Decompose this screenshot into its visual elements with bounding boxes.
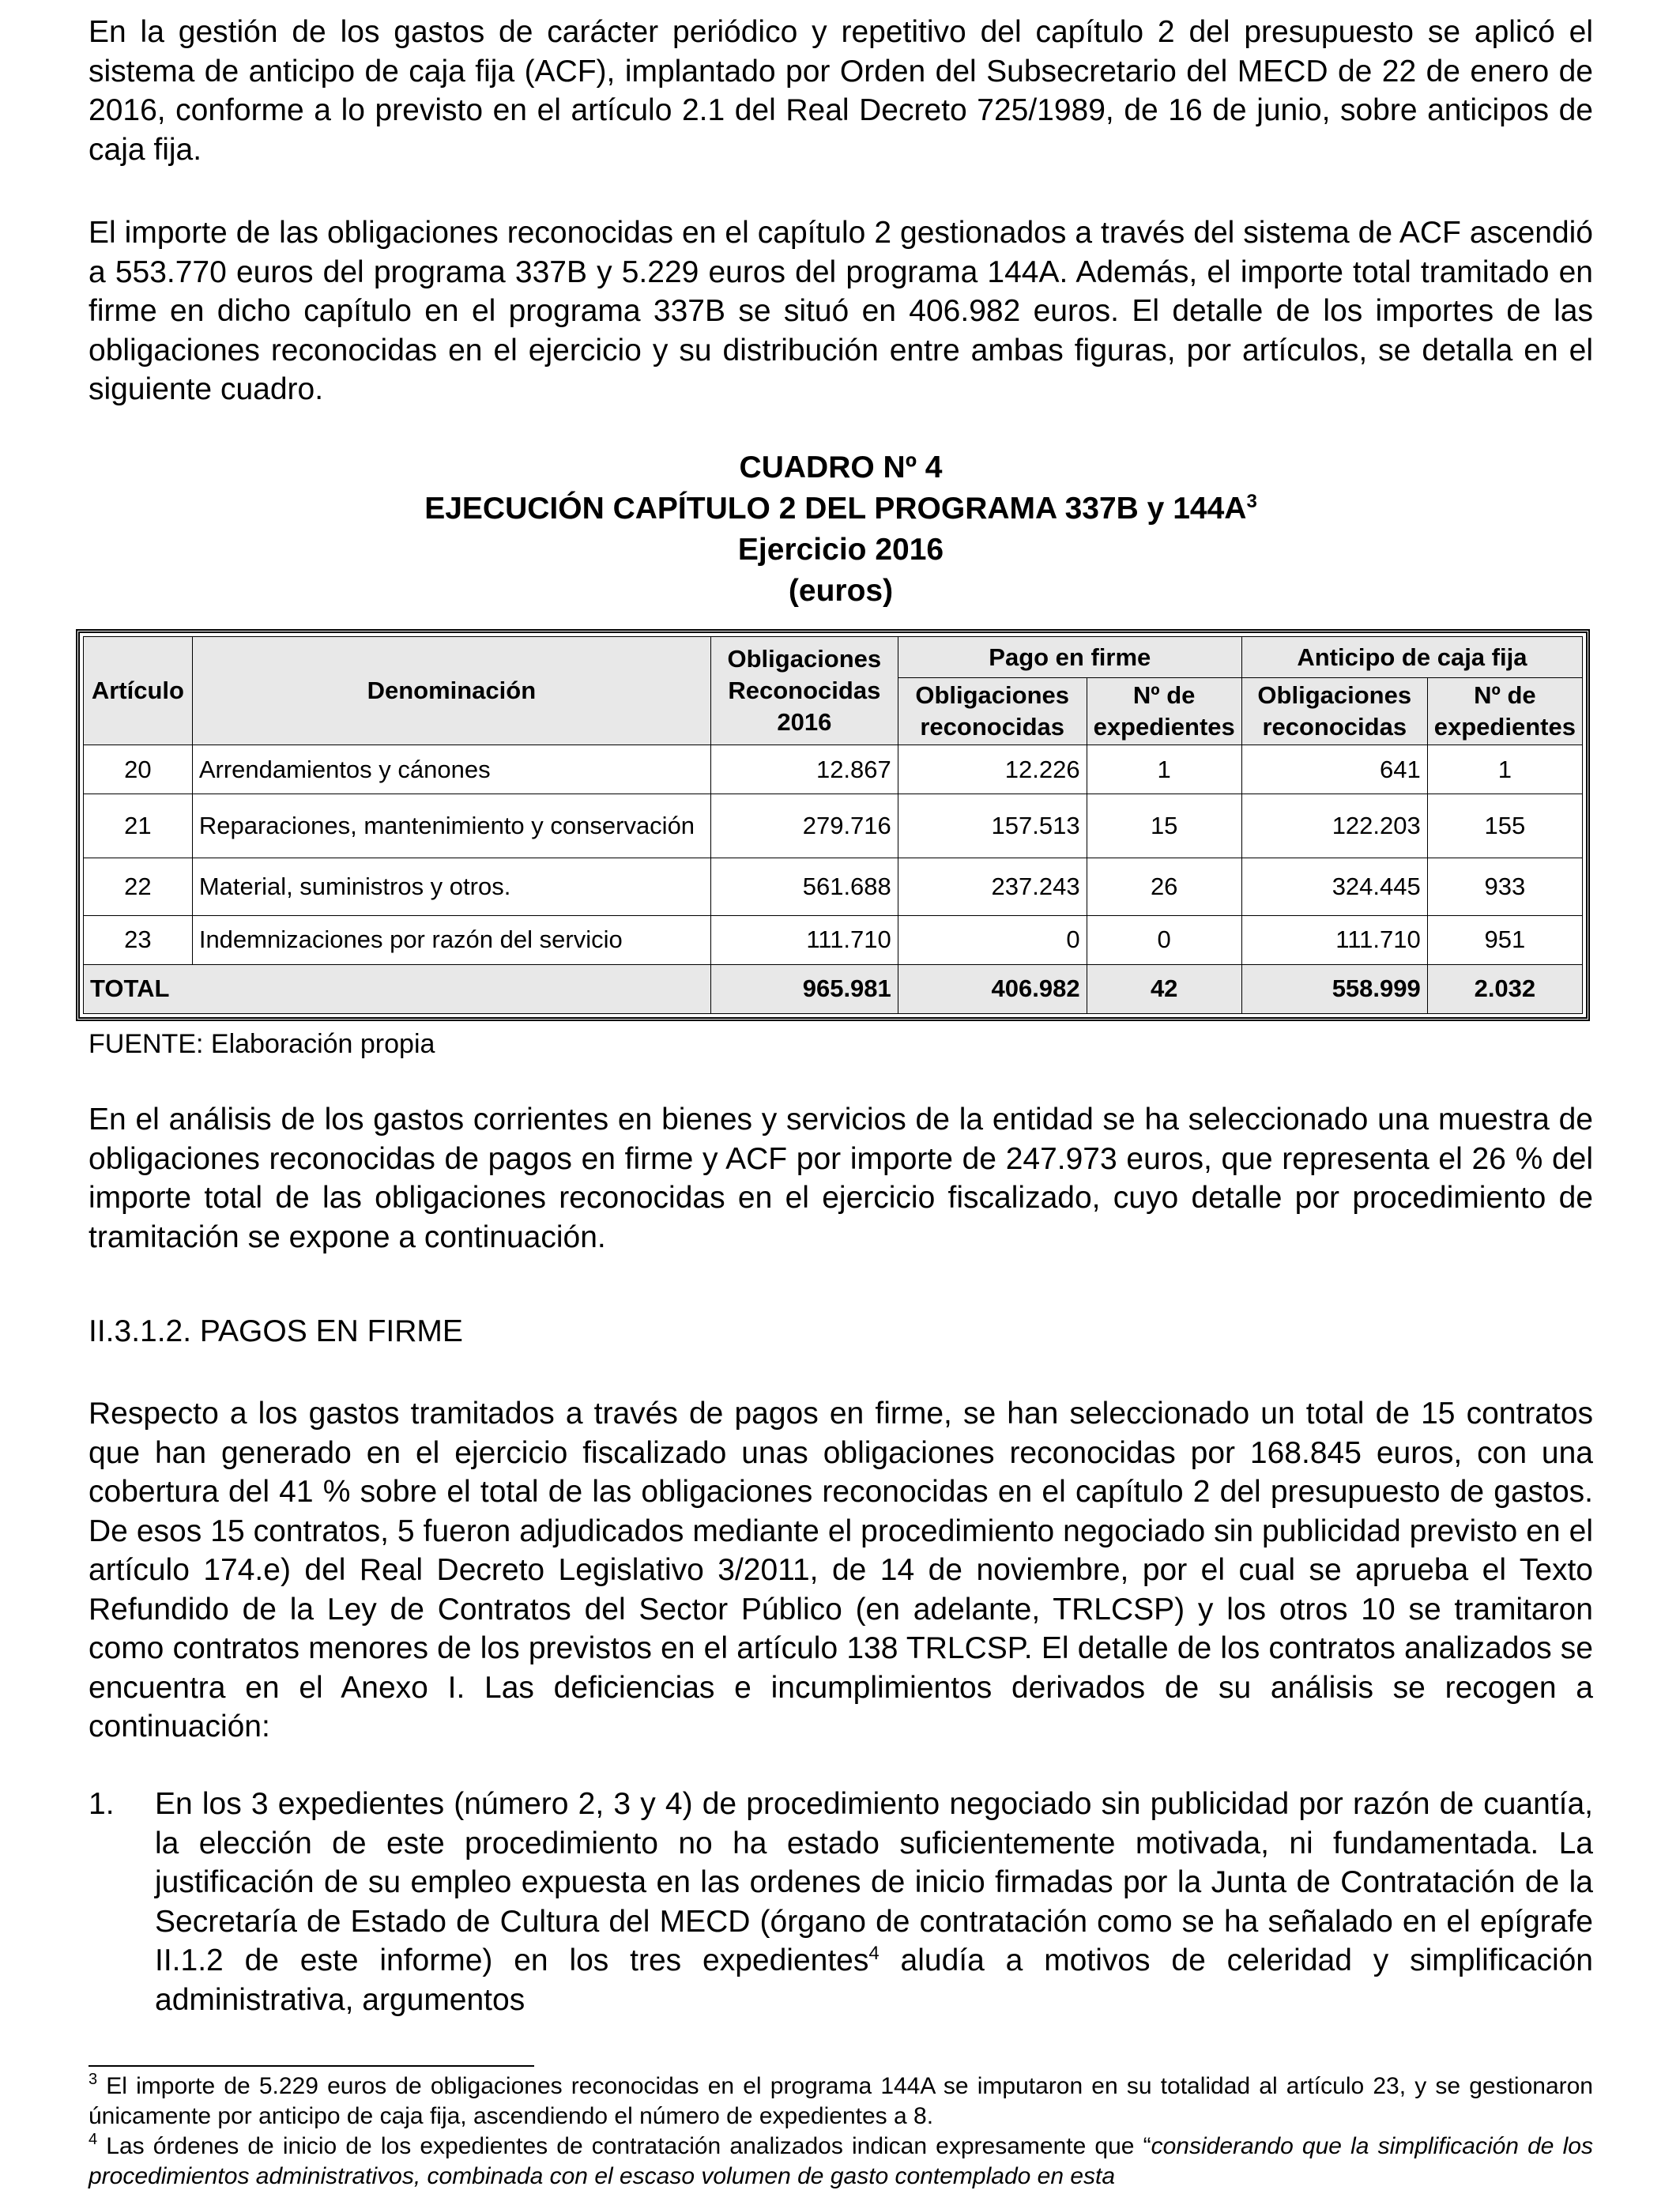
- list-item: [155, 1785, 1593, 2019]
- cell-obligaciones: 12.867: [710, 745, 898, 794]
- cell-obligaciones: 561.688: [710, 858, 898, 916]
- footnote-ref-4[interactable]: 4: [868, 1943, 880, 1964]
- footnote-separator: [89, 2065, 534, 2067]
- header-acf-obl-line1: Obligaciones: [1257, 681, 1412, 709]
- cell-firme-obligaciones: 0: [898, 915, 1087, 964]
- list-item-text-cont: aludía a motivos de celeridad y simplificación administrativa, argumentos: [155, 1943, 1593, 2017]
- cell-firme-obligaciones: 237.243: [898, 858, 1087, 916]
- table-title-year: Ejercicio 2016: [737, 533, 944, 567]
- header-firme-exp-line1: Nº de: [1132, 681, 1196, 709]
- cell-acf-expedientes: 1: [1427, 745, 1582, 794]
- footnote-3-text: El importe de 5.229 euros de obligaciones reconocidas en el programa 144A se imputaron en su totalidad al artículo 23, y se gestionaron únicamente por anticipo de caja fija, ascendiendo el número de expedientes a 8.: [89, 2073, 1593, 2129]
- cell-firme-obligaciones: 157.513: [898, 794, 1087, 858]
- paragraph-sample: En el análisis de los gastos corrientes en bienes y servicios de la entidad se ha seleccionado una muestra de obligaciones reconocidas de pagos en firme y ACF por importe de 247.973 euros, que representa el 26 % del importe total de las obligaciones reconocidas en el ejercicio fiscalizado, cuyo detalle por procedimiento de tramitación se expone a continuación.: [89, 1103, 1593, 1254]
- header-acf-exp-line1: Nº de: [1474, 681, 1536, 709]
- cell-acf-obligaciones: 122.203: [1241, 794, 1427, 858]
- footnote-3: [89, 2071, 1593, 2132]
- cell-articulo: 22: [84, 858, 193, 916]
- table-title-subject-text: EJECUCIÓN CAPÍTULO 2 DEL PROGRAMA 337B y 144A: [424, 492, 1247, 526]
- header-denominacion: Denominación: [192, 637, 710, 745]
- table-row: [84, 858, 1583, 916]
- footnote-4-mark: 4: [89, 2131, 98, 2148]
- table-source: FUENTE: Elaboración propia: [89, 1029, 435, 1059]
- cell-total-firme-expedientes: 42: [1087, 964, 1241, 1013]
- cell-firme-expedientes: 26: [1087, 858, 1241, 916]
- cell-firme-expedientes: 1: [1087, 745, 1241, 794]
- cell-total-obligaciones: 965.981: [710, 964, 898, 1013]
- table-title-number: CUADRO Nº 4: [739, 450, 943, 484]
- header-firme-obl-line1: Obligaciones: [915, 681, 1070, 709]
- header-obligaciones-line1: Obligaciones: [727, 645, 882, 673]
- cell-denominacion: Reparaciones, mantenimiento y conservación: [192, 794, 710, 858]
- header-obligaciones-line3: 2016: [777, 708, 832, 736]
- paragraph-acf-intro: En la gestión de los gastos de carácter periódico y repetitivo del capítulo 2 del presupuesto se aplicó el sistema de anticipo de caja fija (ACF), implantado por Orden del Subsecretario del MECD de 22 de enero de 2016, conforme a lo previsto en el artículo 2.1 del Real Decreto 725/1989, de 16 de junio, sobre anticipos de caja fija.: [89, 15, 1593, 167]
- list-item-number: 1.: [89, 1787, 115, 1821]
- header-obligaciones-2016: [710, 637, 898, 745]
- table-row: [84, 794, 1583, 858]
- cell-acf-expedientes: 951: [1427, 915, 1582, 964]
- cell-obligaciones: 111.710: [710, 915, 898, 964]
- table-title: [89, 447, 1593, 612]
- table-row: [84, 745, 1583, 794]
- footnote-4-quote: considerando que la simplificación de los procedimientos administrativos, combinada con el escaso volumen de gasto contemplado en esta: [89, 2133, 1593, 2189]
- cell-total-label: TOTAL: [84, 964, 711, 1013]
- cell-acf-expedientes: 155: [1427, 794, 1582, 858]
- cell-acf-expedientes: 933: [1427, 858, 1582, 916]
- cell-firme-expedientes: 15: [1087, 794, 1241, 858]
- cell-firme-obligaciones: 12.226: [898, 745, 1087, 794]
- header-acf-obligaciones: [1241, 678, 1427, 745]
- table-row: [84, 915, 1583, 964]
- table-title-units: (euros): [788, 574, 894, 608]
- footnote-3-mark: 3: [89, 2071, 98, 2088]
- footnotes: [89, 2071, 1593, 2192]
- cell-firme-expedientes: 0: [1087, 915, 1241, 964]
- header-anticipo-caja-fija: Anticipo de caja fija: [1241, 637, 1582, 678]
- paragraph-acf-amounts: El importe de las obligaciones reconocidas en el capítulo 2 gestionados a través del sistema de ACF ascendió a 553.770 euros del programa 337B y 5.229 euros del programa 144A. Además, el importe total tramitado en firme en dicho capítulo en el programa 337B se situó en 406.982 euros. El detalle de los importes de las obligaciones reconocidas en el ejercicio y su distribución entre ambas figuras, por artículos, se detalla en el siguiente cuadro.: [89, 216, 1593, 406]
- cell-denominacion: Indemnizaciones por razón del servicio: [192, 915, 710, 964]
- header-firme-obligaciones: [898, 678, 1087, 745]
- cell-acf-obligaciones: 641: [1241, 745, 1427, 794]
- header-articulo: Artículo: [84, 637, 193, 745]
- header-firme-exp-line2: expedientes: [1093, 713, 1235, 741]
- footnote-4: [89, 2132, 1593, 2192]
- footnote-4-text: Las órdenes de inicio de los expedientes de contratación analizados indican expresamente que “: [97, 2133, 1151, 2159]
- header-firme-expedientes: [1087, 678, 1241, 745]
- header-firme-obl-line2: reconocidas: [920, 713, 1064, 741]
- cell-articulo: 20: [84, 745, 193, 794]
- cell-obligaciones: 279.716: [710, 794, 898, 858]
- cell-articulo: 23: [84, 915, 193, 964]
- execution-table: [83, 636, 1583, 1014]
- numbered-list: [89, 1785, 1593, 2019]
- table-total-row: [84, 964, 1583, 1013]
- cell-articulo: 21: [84, 794, 193, 858]
- cell-denominacion: Arrendamientos y cánones: [192, 745, 710, 794]
- header-pago-en-firme: Pago en firme: [898, 637, 1241, 678]
- execution-table-frame: [76, 629, 1590, 1021]
- header-acf-obl-line2: reconocidas: [1262, 713, 1407, 741]
- list-item-text: En los 3 expedientes (número 2, 3 y 4) de procedimiento negociado sin publicidad por razón de cuantía, la elección de este procedimiento no ha estado suficientemente motivada, ni fundamentada. La justificación de su empleo expuesta en las ordenes de inicio firmadas por la Junta de Contratación de la Secretaría de Estado de Cultura del MECD (órgano de contratación como se ha señalado en el epígrafe II.1.2 de este informe) en los tres expedientes: [155, 1787, 1593, 1977]
- paragraph-pagos-firme: Respecto a los gastos tramitados a través de pagos en firme, se han seleccionado un total de 15 contratos que han generado en el ejercicio fiscalizado unas obligaciones reconocidas por 168.845 euros, con una cobertura del 41 % sobre el total de las obligaciones reconocidas en el capítulo 2 del presupuesto de gastos. De esos 15 contratos, 5 fueron adjudicados mediante el procedimiento negociado sin publicidad previsto en el artículo 174.e) del Real Decreto Legislativo 3/2011, de 14 de noviembre, por el cual se aprueba el Texto Refundido de la Ley de Contratos del Sector Público (en adelante, TRLCSP) y los otros 10 se tramitaron como contratos menores de los previstos en el artículo 138 TRLCSP. El detalle de los contratos analizados se encuentra en el Anexo I. Las deficiencias e incumplimientos derivados de su análisis se recogen a continuación:: [89, 1397, 1593, 1744]
- table-title-subject: [89, 488, 1593, 530]
- header-acf-exp-line2: expedientes: [1433, 713, 1576, 741]
- header-acf-expedientes: [1427, 678, 1582, 745]
- cell-total-acf-obligaciones: 558.999: [1241, 964, 1427, 1013]
- cell-denominacion: Material, suministros y otros.: [192, 858, 710, 916]
- cell-acf-obligaciones: 324.445: [1241, 858, 1427, 916]
- cell-total-firme-obligaciones: 406.982: [898, 964, 1087, 1013]
- footnote-ref-3[interactable]: 3: [1246, 491, 1257, 512]
- cell-acf-obligaciones: 111.710: [1241, 915, 1427, 964]
- section-heading: II.3.1.2. PAGOS EN FIRME: [89, 1314, 463, 1348]
- cell-total-acf-expedientes: 2.032: [1427, 964, 1582, 1013]
- header-obligaciones-line2: Reconocidas: [728, 677, 881, 704]
